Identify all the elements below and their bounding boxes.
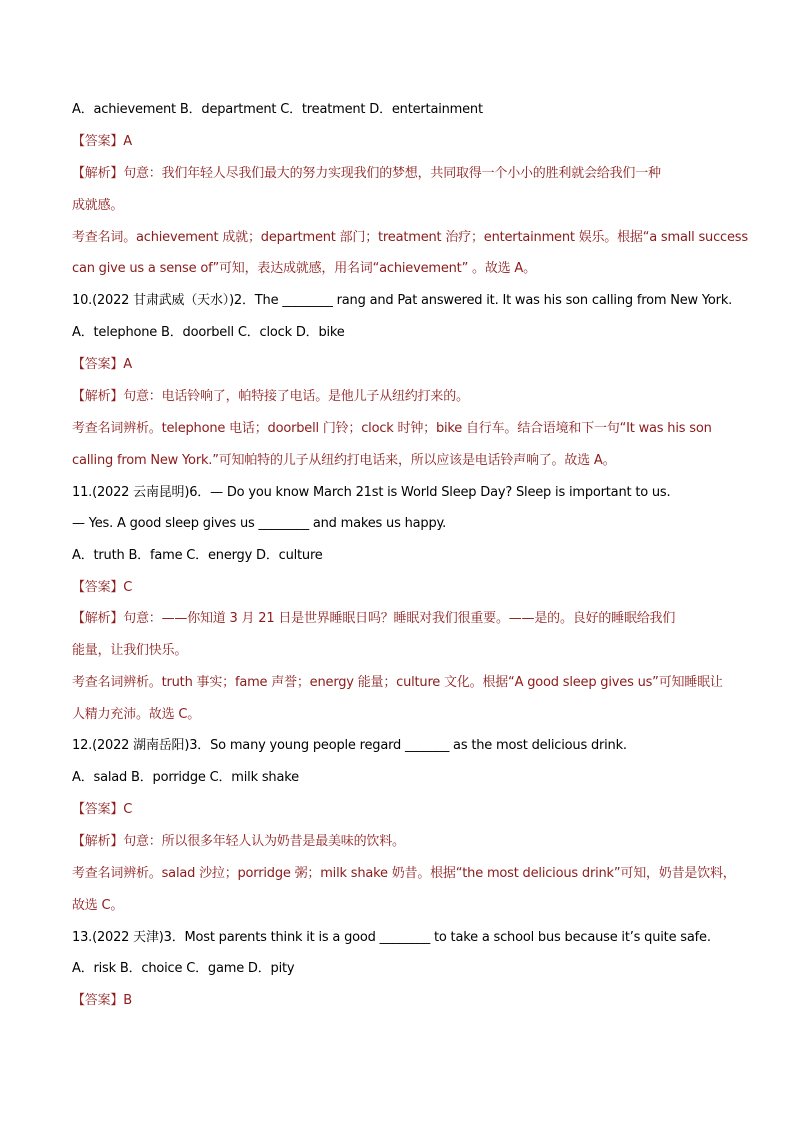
options-line: A．salad B．porridge C．milk shake	[72, 770, 299, 785]
question-line: 12.(2022 湖南岳阳)3．So many young people regard _______ as the most delicious drink.	[72, 738, 627, 753]
question-line: 10.(2022 甘肃武威（天水）)2．The ________ rang and Pat answered it. It was his son calling from New York.	[72, 293, 733, 308]
analysis-line: 【解析】句意：电话铃响了，帕特接了电话。是他儿子从纽约打来的。	[72, 389, 469, 404]
analysis-line: 能量，让我们快乐。	[72, 643, 188, 658]
options-line: A．risk B．choice C．game D．pity	[72, 961, 295, 976]
analysis-line: 故选 C。	[72, 898, 124, 913]
options-line: A．achievement B．department C．treatment D．entertainment	[72, 102, 483, 117]
answer-line: 【答案】C	[72, 580, 133, 595]
analysis-line: 考查名词。achievement 成就；department 部门；treatment 治疗；entertainment 娱乐。根据“a small success	[72, 230, 748, 245]
analysis-line: 考查名词辨析。salad 沙拉；porridge 粥；milk shake 奶昔。根据“the most delicious drink”可知，奶昔是饮料，	[72, 866, 736, 881]
analysis-line: 【解析】句意：所以很多年轻人认为奶昔是最美味的饮料。	[72, 834, 405, 849]
analysis-line: 【解析】句意：我们年轻人尽我们最大的努力实现我们的梦想，共同取得一个小小的胜利就会给我们一种	[72, 166, 661, 181]
answer-line: 【答案】B	[72, 993, 132, 1008]
answer-line: 【答案】C	[72, 802, 133, 817]
answer-line: 【答案】A	[72, 357, 132, 372]
analysis-line: 考查名词辨析。truth 事实；fame 声誉；energy 能量；culture 文化。根据“A good sleep gives us”可知睡眠让	[72, 675, 723, 690]
options-line: A．truth B．fame C．energy D．culture	[72, 548, 323, 563]
question-line: — Yes. A good sleep gives us ________ and makes us happy.	[72, 516, 447, 531]
question-line: 13.(2022 天津)3．Most parents think it is a good ________ to take a school bus because it’s quite safe.	[72, 930, 711, 945]
analysis-line: 人精力充沛。故选 C。	[72, 707, 201, 722]
analysis-line: 成就感。	[72, 198, 124, 213]
analysis-line: 考查名词辨析。telephone 电话；doorbell 门铃；clock 时钟；bike 自行车。结合语境和下一句“It was his son	[72, 421, 712, 436]
analysis-line: can give us a sense of”可知，表达成就感，用名词“achievement” 。故选 A。	[72, 261, 536, 276]
options-line: A．telephone B．doorbell C．clock D．bike	[72, 325, 345, 340]
analysis-line: calling from New York.”可知帕特的儿子从纽约打电话来，所以应该是电话铃声响了。故选 A。	[72, 453, 616, 468]
analysis-line: 【解析】句意：——你知道 3 月 21 日是世界睡眠日吗？睡眠对我们很重要。——是的。良好的睡眠给我们	[72, 611, 676, 626]
answer-line: 【答案】A	[72, 134, 132, 149]
question-line: 11.(2022 云南昆明)6．— Do you know March 21st is World Sleep Day? Sleep is important to us.	[72, 485, 671, 500]
